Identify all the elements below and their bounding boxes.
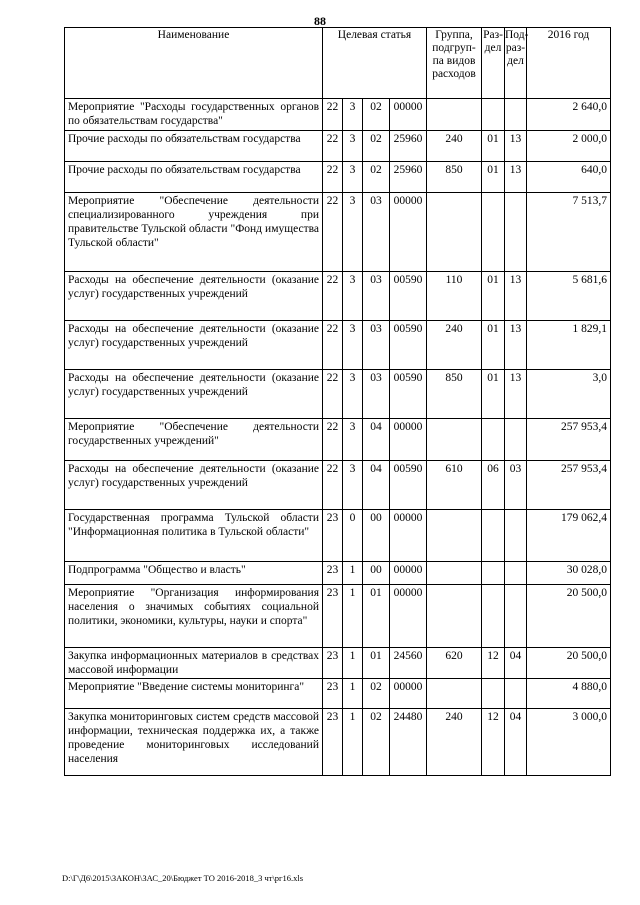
row-target-code-2: 1 [343,585,363,648]
row-target-code-1: 22 [323,99,343,131]
row-target-code-1: 22 [323,419,343,461]
table-row [65,99,611,131]
row-target-code-4: 00000 [390,562,427,585]
row-name: Мероприятие "Расходы государственных органов по обязательствам государства" [65,99,323,131]
row-expense-group: 110 [427,272,482,321]
row-subsection [505,99,527,131]
row-target-code-2: 1 [343,709,363,776]
row-amount: 5 681,6 [527,272,611,321]
row-name: Закупка информационных материалов в средствах массовой информации [65,648,323,679]
row-section: 01 [482,321,505,370]
row-target-code-4: 25960 [390,162,427,193]
row-amount: 640,0 [527,162,611,193]
row-subsection: 13 [505,131,527,162]
row-target-code-2: 3 [343,162,363,193]
page-number: 88 [314,14,326,28]
table-row [65,648,611,679]
row-target-code-3: 03 [363,370,390,419]
row-section: 01 [482,272,505,321]
row-expense-group [427,562,482,585]
row-target-code-2: 3 [343,193,363,272]
row-target-code-2: 3 [343,419,363,461]
table-row [65,679,611,709]
header-target-article: Целевая статья [323,28,427,99]
row-name: Мероприятие "Введение системы мониторинга" [65,679,323,709]
row-target-code-1: 23 [323,679,343,709]
table-row [65,562,611,585]
row-target-code-3: 01 [363,648,390,679]
row-subsection: 13 [505,272,527,321]
row-target-code-2: 1 [343,562,363,585]
row-target-code-3: 03 [363,321,390,370]
row-section: 01 [482,162,505,193]
row-target-code-1: 23 [323,585,343,648]
row-subsection: 13 [505,370,527,419]
row-target-code-1: 22 [323,272,343,321]
row-target-code-4: 25960 [390,131,427,162]
table-row [65,585,611,648]
row-name: Подпрограмма "Общество и власть" [65,562,323,585]
row-amount: 3,0 [527,370,611,419]
row-target-code-1: 22 [323,162,343,193]
row-target-code-1: 22 [323,193,343,272]
row-amount: 2 000,0 [527,131,611,162]
row-target-code-1: 22 [323,131,343,162]
row-expense-group [427,585,482,648]
row-amount: 20 500,0 [527,648,611,679]
row-expense-group [427,193,482,272]
row-name: Расходы на обеспечение деятельности (оказание услуг) государственных учреждений [65,370,323,419]
row-target-code-4: 00590 [390,272,427,321]
row-expense-group: 620 [427,648,482,679]
row-expense-group: 850 [427,370,482,419]
row-section: 12 [482,709,505,776]
row-section [482,679,505,709]
row-target-code-3: 00 [363,510,390,562]
row-target-code-4: 00000 [390,510,427,562]
row-amount: 257 953,4 [527,461,611,510]
row-name: Прочие расходы по обязательствам государства [65,162,323,193]
table-row [65,510,611,562]
row-target-code-3: 02 [363,99,390,131]
row-target-code-3: 00 [363,562,390,585]
row-target-code-3: 01 [363,585,390,648]
row-section: 01 [482,131,505,162]
header-section: Раз-дел [482,28,505,99]
row-target-code-4: 00590 [390,461,427,510]
row-subsection [505,193,527,272]
row-section: 12 [482,648,505,679]
row-expense-group [427,99,482,131]
row-target-code-4: 00000 [390,679,427,709]
row-amount: 179 062,4 [527,510,611,562]
row-target-code-3: 02 [363,679,390,709]
header-year-2016: 2016 год [527,28,611,99]
row-name: Расходы на обеспечение деятельности (оказание услуг) государственных учреждений [65,272,323,321]
row-expense-group: 610 [427,461,482,510]
row-target-code-4: 00590 [390,321,427,370]
row-target-code-1: 23 [323,648,343,679]
row-target-code-1: 23 [323,510,343,562]
table-row [65,162,611,193]
header-name: Наименование [65,28,323,99]
row-target-code-2: 3 [343,321,363,370]
row-name: Закупка мониторинговых систем средств массовой информации, техническая поддержка их, а также проведение мониторинговых исследований населения [65,709,323,776]
row-name: Расходы на обеспечение деятельности (оказание услуг) государственных учреждений [65,321,323,370]
row-amount: 30 028,0 [527,562,611,585]
row-subsection [505,510,527,562]
row-subsection: 04 [505,648,527,679]
row-expense-group [427,510,482,562]
row-target-code-4: 00000 [390,99,427,131]
row-target-code-2: 3 [343,370,363,419]
row-amount: 7 513,7 [527,193,611,272]
row-target-code-3: 04 [363,461,390,510]
row-target-code-2: 3 [343,99,363,131]
row-target-code-1: 23 [323,709,343,776]
row-amount: 4 880,0 [527,679,611,709]
row-expense-group: 240 [427,709,482,776]
row-target-code-4: 00000 [390,419,427,461]
row-name: Мероприятие "Обеспечение деятельности государственных учреждений" [65,419,323,461]
table-row [65,709,611,776]
row-target-code-3: 04 [363,419,390,461]
row-target-code-2: 0 [343,510,363,562]
table-row [65,193,611,272]
table-row [65,272,611,321]
row-expense-group: 240 [427,131,482,162]
row-section [482,419,505,461]
row-target-code-1: 23 [323,562,343,585]
row-target-code-4: 00590 [390,370,427,419]
row-target-code-2: 3 [343,131,363,162]
file-path-footer: D:\Г\Д6\2015\ЗАКОН\ЗАС_20\Бюджет ТО 2016-2018_3 чт\рг16.xls [62,873,304,883]
row-amount: 1 829,1 [527,321,611,370]
row-name: Прочие расходы по обязательствам государства [65,131,323,162]
row-section [482,585,505,648]
row-subsection: 13 [505,321,527,370]
row-amount: 20 500,0 [527,585,611,648]
row-amount: 2 640,0 [527,99,611,131]
row-section: 01 [482,370,505,419]
row-subsection: 13 [505,162,527,193]
row-target-code-2: 3 [343,272,363,321]
table-header-row [65,28,611,99]
row-target-code-4: 00000 [390,585,427,648]
row-subsection [505,679,527,709]
budget-table [64,27,611,776]
table-row [65,321,611,370]
row-subsection [505,585,527,648]
row-target-code-1: 22 [323,321,343,370]
row-section [482,99,505,131]
row-subsection: 04 [505,709,527,776]
row-target-code-4: 00000 [390,193,427,272]
row-target-code-1: 22 [323,461,343,510]
row-target-code-3: 02 [363,162,390,193]
row-target-code-3: 02 [363,131,390,162]
row-subsection [505,419,527,461]
row-amount: 257 953,4 [527,419,611,461]
row-section [482,562,505,585]
row-target-code-1: 22 [323,370,343,419]
row-target-code-4: 24480 [390,709,427,776]
row-section [482,193,505,272]
table-row [65,419,611,461]
row-section [482,510,505,562]
row-target-code-3: 02 [363,709,390,776]
row-section: 06 [482,461,505,510]
table-row [65,461,611,510]
header-expense-group: Группа, подгруп-па видов расходов [427,28,482,99]
row-target-code-3: 03 [363,272,390,321]
table-row [65,131,611,162]
row-target-code-4: 24560 [390,648,427,679]
row-target-code-2: 1 [343,648,363,679]
table-row [65,370,611,419]
row-subsection: 03 [505,461,527,510]
row-amount: 3 000,0 [527,709,611,776]
row-target-code-2: 1 [343,679,363,709]
row-name: Государственная программа Тульской области "Информационная политика в Тульской области" [65,510,323,562]
row-expense-group: 850 [427,162,482,193]
row-expense-group [427,679,482,709]
row-target-code-2: 3 [343,461,363,510]
row-name: Мероприятие "Организация информирования населения о значимых событиях социальной политики, экономики, культуры, науки и спорта" [65,585,323,648]
row-name: Мероприятие "Обеспечение деятельности специализированного учреждения при правительстве Тульской области "Фонд имущества Тульской области" [65,193,323,272]
row-expense-group: 240 [427,321,482,370]
row-expense-group [427,419,482,461]
row-subsection [505,562,527,585]
header-subsection: Под-раз-дел [505,28,527,99]
row-target-code-3: 03 [363,193,390,272]
row-name: Расходы на обеспечение деятельности (оказание услуг) государственных учреждений [65,461,323,510]
